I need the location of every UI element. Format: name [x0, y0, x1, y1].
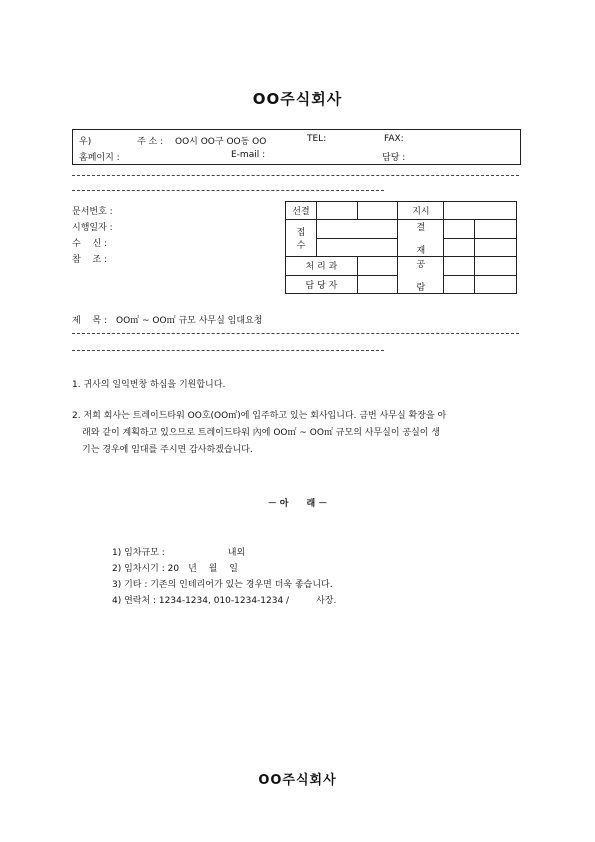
address-label: 주 소 :: [137, 137, 164, 147]
company-name-bottom: OO주식회사: [258, 773, 337, 788]
fax-label: FAX:: [384, 134, 404, 144]
list-item: 1) 임차규모 : 내외: [112, 548, 246, 558]
person-in-charge-cell: 담 당 자: [286, 275, 358, 294]
jeobsu-cell: 접 수: [286, 220, 317, 257]
approval-table: [285, 201, 517, 294]
manager-label: 담당 :: [382, 153, 406, 163]
gyeolje-cell: 결 재: [398, 220, 444, 257]
below-heading: － 아 래 －: [267, 499, 328, 509]
separator-line: [72, 333, 519, 334]
processing-dept-cell: 처 리 과: [286, 257, 358, 276]
jisi-cell: 지시: [398, 202, 444, 220]
homepage-label: 홈페이지 :: [79, 153, 120, 163]
separator-line: [72, 190, 384, 191]
body-paragraph-2-line-3: 기는 경우에 임대를 주시면 감사하겠습니다.: [82, 445, 253, 455]
reference-label: 참 조 :: [72, 255, 108, 265]
email-label: E-mail :: [231, 150, 266, 160]
seongyeol-cell: 선결: [286, 202, 317, 220]
company-name-top: OO주식회사: [252, 90, 343, 108]
separator-line: [72, 350, 384, 351]
gongram-cell: 공 람: [398, 257, 444, 294]
doc-number-label: 문서번호 :: [72, 207, 113, 217]
header-info-box: [72, 129, 521, 165]
body-paragraph-1: 1. 귀사의 일익번창 하심을 기원합니다.: [72, 380, 226, 390]
body-paragraph-2-line-1: 2. 저희 회사는 트레이드타워 OO호(OO㎡)에 입주하고 있는 회사입니다. 금번 사무실 확장을 아: [72, 411, 447, 421]
subject-label: 제 목 :: [72, 316, 108, 326]
list-item: 3) 기타 : 기존의 인테리어가 있는 경우면 더욱 좋습니다.: [112, 580, 333, 590]
subject-text: OO㎡ ~ OO㎡ 규모 사무실 임대요청: [116, 316, 263, 326]
body-paragraph-2-line-2: 래와 같이 계획하고 있으므로 트레이드타워 內에 OO㎡ ~ OO㎡ 규모의 사무실이 공실이 생: [82, 428, 441, 438]
separator-line: [72, 175, 519, 176]
postal-label: 우): [79, 137, 92, 147]
list-item: 2) 임차시기 : 20 년 월 일: [112, 564, 238, 574]
tel-label: TEL:: [307, 134, 327, 144]
address-value: OO시 OO구 OO동 OO: [175, 137, 267, 147]
list-item: 4) 연락처 : 1234-1234, 010-1234-1234 / 사장.: [112, 596, 337, 606]
recipient-label: 수 신 :: [72, 239, 108, 249]
date-label: 시행일자 :: [72, 223, 113, 233]
